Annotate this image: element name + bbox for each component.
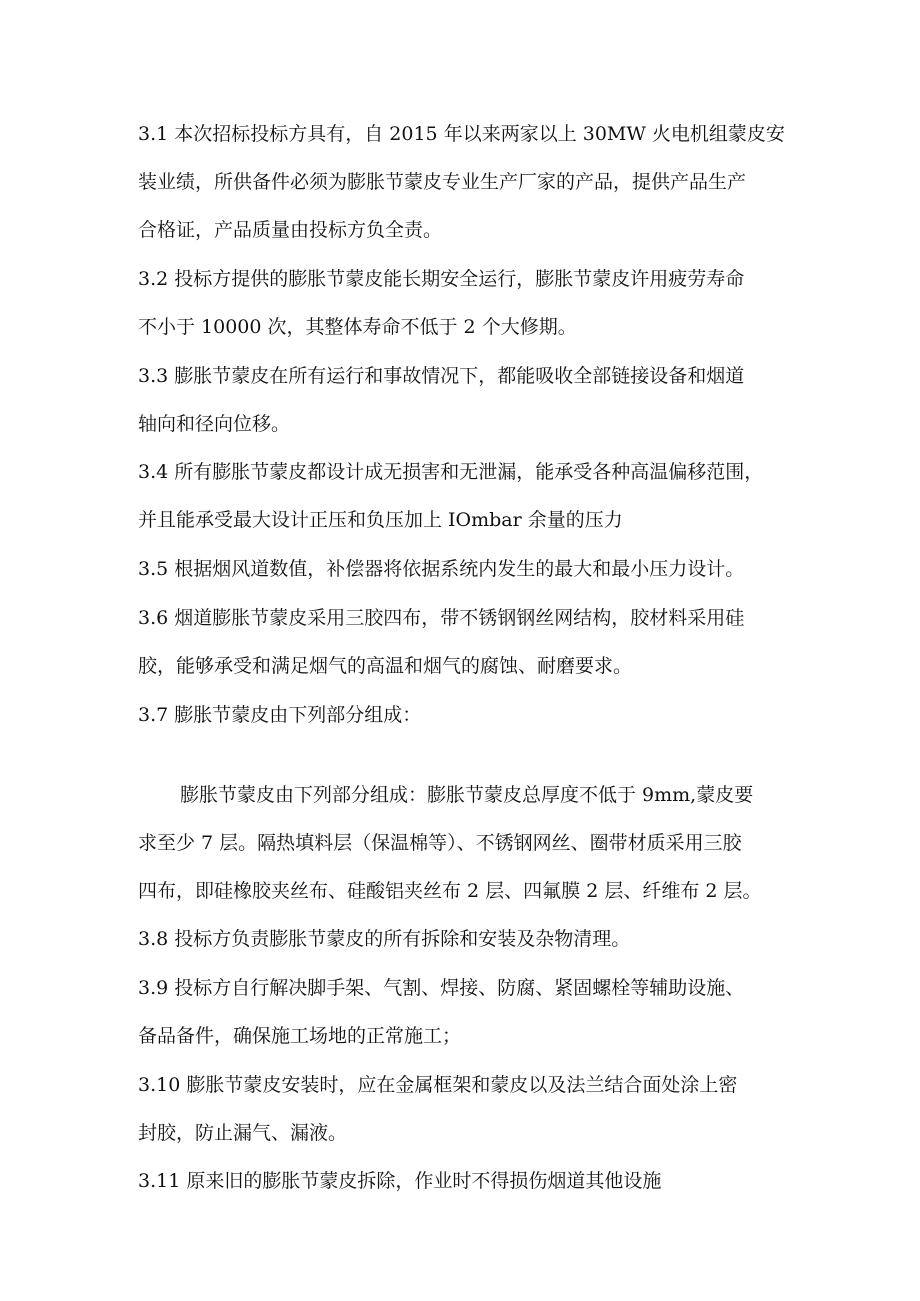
composition-paragraph-line-2: 求至少 7 层。隔热填料层（保温棉等）、不锈钢网丝、圈带材质采用三胶 [138,832,742,854]
clause-3-9-line-1: 3.9 投标方自行解决脚手架、气割、焊接、防腐、紧固螺栓等辅助设施、 [138,977,745,999]
clause-3-2-line-1: 3.2 投标方提供的膨胀节蒙皮能长期安全运行，膨胀节蒙皮许用疲劳寿命 [138,268,745,290]
clause-3-2-line-2: 不小于 10000 次，其整体寿命不低于 2 个大修期。 [138,316,577,338]
clause-3-10-line-1: 3.10 膨胀节蒙皮安装时，应在金属框架和蒙皮以及法兰结合面处涂上密 [138,1074,738,1096]
clause-3-3-line-2: 轴向和径向位移。 [138,413,291,435]
clause-3-10-line-2: 封胶，防止漏气、漏液。 [138,1122,348,1144]
clause-3-1-line-3: 合格证，产品质量由投标方负全责。 [138,219,443,241]
clause-3-5-line-1: 3.5 根据烟风道数值，补偿器将依据系统内发生的最大和最小压力设计。 [138,558,745,580]
clause-3-11-line-1: 3.11 原来旧的膨胀节蒙皮拆除，作业时不得损伤烟道其他设施 [138,1170,662,1192]
clause-3-4-line-1: 3.4 所有膨胀节蒙皮都设计成无损害和无泄漏，能承受各种高温偏移范围， [138,461,764,483]
clause-3-1-line-2: 装业绩，所供备件必须为膨胀节蒙皮专业生产厂家的产品，提供产品生产 [138,171,747,193]
clause-3-7-line-1: 3.7 膨胀节蒙皮由下列部分组成： [138,704,422,726]
composition-paragraph-line-1: 膨胀节蒙皮由下列部分组成：膨胀节蒙皮总厚度不低于 9mm,蒙皮要 [180,784,754,806]
composition-paragraph-line-3: 四布，即硅橡胶夹丝布、硅酸铝夹丝布 2 层、四氟膜 2 层、纤维布 2 层。 [138,880,762,902]
clause-3-6-line-1: 3.6 烟道膨胀节蒙皮采用三胶四布，带不锈钢钢丝网结构，胶材料采用硅 [138,607,745,629]
clause-3-4-line-2: 并且能承受最大设计正压和负压加上 IOmbar 余量的压力 [138,509,623,531]
clause-3-9-line-2: 备品备件，确保施工场地的正常施工； [138,1025,462,1047]
clause-3-8-line-1: 3.8 投标方负责膨胀节蒙皮的所有拆除和安装及杂物清理。 [138,928,631,950]
clause-3-1-line-1: 3.1 本次招标投标方具有，自 2015 年以来两家以上 30MW 火电机组蒙皮安 [138,123,785,145]
clause-3-6-line-2: 胶，能够承受和满足烟气的高温和烟气的腐蚀、耐磨要求。 [138,655,633,677]
clause-3-3-line-1: 3.3 膨胀节蒙皮在所有运行和事故情况下，都能吸收全部链接设备和烟道 [138,365,745,387]
